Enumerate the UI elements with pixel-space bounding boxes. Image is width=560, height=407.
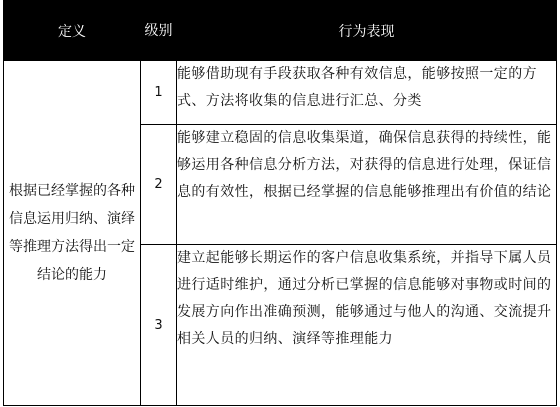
competency-table	[3, 0, 557, 406]
level-cell: 3	[141, 245, 177, 406]
level-cell: 1	[141, 61, 177, 125]
level-cell: 2	[141, 125, 177, 245]
behavior-cell: 建立起能够长期运作的客户信息收集系统，并指导下属人员进行适时维护，通过分析已掌握的信息能够对事物或时间的发展方向作出准确预测，能够通过与他人的沟通、交流提升相关人员的归纳、演绎等推理能力	[177, 245, 557, 406]
behavior-cell: 能够建立稳固的信息收集渠道，确保信息获得的持续性，能够运用各种信息分析方法，对获得的信息进行处理，保证信息的有效性，根据已经掌握的信息能够推理出有价值的结论	[177, 125, 557, 245]
level-header: 级别	[141, 1, 177, 61]
behavior-header: 行为表现	[177, 1, 557, 61]
definition-cell: 根据已经掌握的各种信息运用归纳、演绎等推理方法得出一定结论的能力	[4, 61, 141, 406]
header-row	[4, 1, 557, 61]
definition-header: 定义	[4, 1, 141, 61]
behavior-cell: 能够借助现有手段获取各种有效信息，能够按照一定的方式、方法将收集的信息进行汇总、分类	[177, 61, 557, 125]
table-row	[4, 61, 557, 125]
